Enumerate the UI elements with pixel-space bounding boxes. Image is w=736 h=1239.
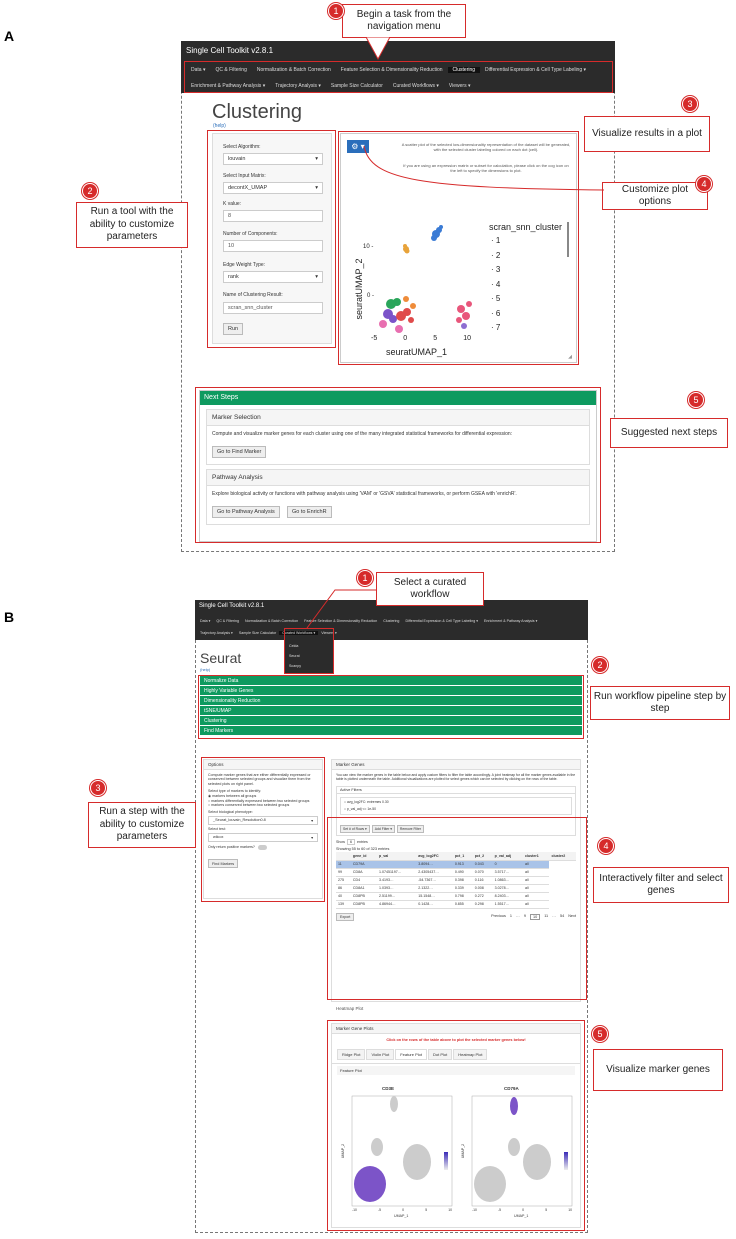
table-header[interactable]: pct_1 xyxy=(453,852,473,860)
table-cell: 3.4193… xyxy=(377,876,416,884)
caret-down-icon: ▾ xyxy=(315,156,318,162)
next-steps-highlight xyxy=(195,387,601,543)
table-cell: 40 xyxy=(336,892,351,900)
callout-a5-number: 5 xyxy=(688,392,704,408)
table-header[interactable]: pct_2 xyxy=(473,852,493,860)
table-cell: all xyxy=(523,876,549,884)
table-cell: 0 xyxy=(493,860,523,868)
x-tick: 0 xyxy=(402,1208,405,1212)
components-input[interactable]: 10 xyxy=(223,240,323,252)
pathway-text: Explore biological activity or functions with pathway analysis using 'VAM' or 'GSVA' statistical frameworks, or perform GSEA with 'enrichR'. xyxy=(212,491,517,497)
panel-a-letter: A xyxy=(4,28,15,44)
rows-select[interactable]: 6 xyxy=(347,839,355,845)
callout-b2-number: 2 xyxy=(592,657,608,673)
table-cell: 11 xyxy=(336,860,351,868)
pager-item[interactable]: Previous xyxy=(491,913,506,918)
pager-item[interactable]: 9 xyxy=(523,913,526,918)
legend-item: · 7 xyxy=(491,323,501,332)
nav-item[interactable]: Data ▾ xyxy=(200,619,211,623)
caret-down-icon: ▾ xyxy=(315,274,318,280)
table-cell: all xyxy=(523,892,549,900)
x-tick: -10 xyxy=(472,1208,477,1212)
phenotype-value: _Seurat_louvain_Resolution0.8 xyxy=(213,818,266,823)
table-cell: 0.398 xyxy=(453,876,473,884)
callout-a4: Customize plot options xyxy=(602,182,708,210)
legend-item: · 5 xyxy=(491,294,501,303)
table-cell: CD8PB xyxy=(351,900,377,908)
matrix-label: Select Input Matrix: xyxy=(223,173,266,179)
resize-handle-icon[interactable]: ◢ xyxy=(568,354,572,360)
legend-item: · 6 xyxy=(491,308,501,318)
components-label: Number of Components: xyxy=(223,231,278,237)
add-filter-button[interactable]: Add Filter ▾ xyxy=(372,825,395,833)
table-cell: 15.1548… xyxy=(416,892,453,900)
table-cell: 0.272 xyxy=(473,892,493,900)
legend-title: scran_snn_cluster xyxy=(489,222,563,232)
table-cell: 3.8094… xyxy=(416,860,453,868)
marker-selection-text: Compute and visualize marker genes for each cluster using one of the many integrated statistical frameworks for differential expression: xyxy=(212,431,513,437)
plot-info-2: If you are using an expression matrix or subset for calculation, please click on the cog icon on the left to specify the dimensions to plot. xyxy=(403,163,569,173)
nav-item[interactable]: Normalization & Batch Correction xyxy=(256,66,331,73)
table-cell: 2.1322… xyxy=(416,884,453,892)
heatmap-plot-label: Heatmap Plot xyxy=(336,1006,364,1011)
table-header[interactable]: p_val_adj xyxy=(493,852,523,860)
x-tick: -5 xyxy=(378,1208,382,1212)
table-cell: 1.07451197… xyxy=(377,868,416,876)
find-markers-button[interactable]: Find Markers xyxy=(208,859,238,868)
legend-item: · 4 xyxy=(491,279,501,289)
plot-tab[interactable]: Violin Plot xyxy=(366,1049,394,1060)
gene-1-title: CD3E xyxy=(382,1086,395,1091)
gene-2-title: CD79A xyxy=(504,1086,519,1091)
x-tick: 0 xyxy=(403,335,408,342)
nav-row-1-b xyxy=(197,617,586,625)
page-title: Clustering xyxy=(212,101,303,123)
nav-item[interactable]: Clustering xyxy=(448,67,481,73)
x-tick: 5 xyxy=(545,1208,548,1212)
options-highlight xyxy=(201,757,325,902)
help-link[interactable]: (help) xyxy=(213,123,226,129)
callout-b1: Select a curated workflow xyxy=(376,572,484,606)
pager-item[interactable]: 11 xyxy=(544,913,549,918)
callout-b2: Run workflow pipeline step by step xyxy=(590,686,730,720)
pathway-header: Pathway Analysis xyxy=(207,470,589,486)
dropdown-item[interactable]: Celda xyxy=(289,644,299,648)
algorithm-value: louvain xyxy=(228,156,246,162)
test-value: wilcox xyxy=(213,835,224,840)
callout-a1-number: 1 xyxy=(328,3,344,19)
nav-item[interactable]: Differential Expression & Cell Type Labeling ▾ xyxy=(485,66,587,73)
result-name-label: Name of Clustering Result: xyxy=(223,292,283,298)
x-tick: 0 xyxy=(522,1208,525,1212)
table-cell: 0.490 xyxy=(453,868,473,876)
nav-item[interactable]: Curated Workflows ▾ xyxy=(392,82,439,89)
show-label: Show xyxy=(336,840,345,845)
callout-b5: Visualize marker genes xyxy=(593,1049,723,1091)
table-cell: 0.913 xyxy=(453,860,473,868)
caret-down-icon: ▾ xyxy=(311,818,313,823)
workflow-step[interactable]: Dimensionality Reduction xyxy=(200,696,582,706)
test-label: Select test: xyxy=(208,826,226,831)
table-cell: 0.116 xyxy=(473,876,493,884)
phenotype-label: Select biological phenotype: xyxy=(208,809,253,814)
nav-row-2-b xyxy=(197,629,586,637)
table-cell: 1.0393… xyxy=(377,884,416,892)
plots-highlight xyxy=(327,1020,585,1231)
nav-item[interactable]: Curated Workflows ▾ xyxy=(279,631,318,635)
result-name-input[interactable]: scran_snn_cluster xyxy=(223,302,323,314)
table-cell: 4.86944… xyxy=(377,900,416,908)
marker-selection-header: Marker Selection xyxy=(207,410,589,426)
nav-item[interactable]: Normalization & Batch Correction xyxy=(244,619,299,623)
nav-item[interactable]: Viewers ▾ xyxy=(448,82,471,89)
table-cell: 275 xyxy=(336,876,351,884)
nav-row-1 xyxy=(186,65,611,74)
go-to-enrichr-button[interactable]: Go to EnrichR xyxy=(287,506,332,518)
marker-type-radio[interactable]: ◉ markers between all groups xyxy=(208,793,257,798)
nav-item[interactable]: Trajectory Analysis ▾ xyxy=(200,631,233,635)
table-header[interactable]: p_val xyxy=(377,852,416,860)
x-label-1: UMAP_1 xyxy=(394,1214,409,1218)
table-cell: 0.855 xyxy=(453,900,473,908)
nav-item[interactable]: Sample Size Calculator xyxy=(238,631,277,635)
matrix-value: decontX_UMAP xyxy=(228,185,268,191)
pager-item[interactable]: Next xyxy=(568,913,576,918)
help-link-b[interactable]: (help) xyxy=(200,667,211,672)
table-cell: 1.5517… xyxy=(493,900,523,908)
options-desc: Compute marker genes that are either differentially expressed or conserved between selected groups and visualize them from the selected plots on right panel. xyxy=(208,773,311,786)
caret-down-icon: ▾ xyxy=(315,185,318,191)
callout-a4-number: 4 xyxy=(696,176,712,192)
marker-type-radio[interactable]: ○ markers differentially expressed between two selected groups xyxy=(208,798,310,803)
table-header[interactable]: gene_id xyxy=(351,852,377,860)
pager-item[interactable]: 54 xyxy=(559,913,565,918)
table-header[interactable]: cluster2 xyxy=(549,852,576,860)
callout-b4-number: 4 xyxy=(598,838,614,854)
table-cell: 0.798 xyxy=(453,892,473,900)
marker-genes-desc: You can view the marker genes in the table below and apply custom filters to filter the table accordingly. A joint heatmap for all the marker genes available in the table is plotted underneath the table. Additional visualizations are plotted for select genes which can be selected by clicking on the rows of the table. xyxy=(336,773,576,782)
go-to-pathway-button[interactable]: Go to Pathway Analysis xyxy=(212,506,280,518)
nav-item[interactable]: Viewers ▾ xyxy=(321,631,337,635)
run-button[interactable]: Run xyxy=(223,323,243,335)
pager-item[interactable]: … xyxy=(516,913,520,918)
legend-item: · 3 xyxy=(491,265,501,274)
filter-item[interactable]: ○ avg_log2FC: extremes 0.30 xyxy=(344,800,389,805)
table-cell: -54.7367… xyxy=(416,876,453,884)
plots-hint: Click on the rows of the table above to plot the selected marker genes below! xyxy=(386,1038,526,1042)
nav-item[interactable]: Feature Selection & Dimensionality Reduction xyxy=(340,66,443,73)
algo-label: Select Algorithm: xyxy=(223,144,261,150)
nav-item[interactable]: Sample Size Calculator xyxy=(330,82,383,89)
callout-a5: Suggested next steps xyxy=(610,418,728,448)
set-rows-button[interactable]: Set # of Rows ▾ xyxy=(340,825,370,833)
table-cell: 0.043 xyxy=(473,860,493,868)
showing-text: Showing 55 to 60 of 323 entries xyxy=(336,847,390,852)
marker-type-label: Select type of markers to identify: xyxy=(208,788,262,793)
plot-tab[interactable]: Ridge Plot xyxy=(337,1049,365,1060)
plot-tab[interactable]: Feature Plot xyxy=(395,1049,427,1060)
table-cell: CD8A1 xyxy=(351,884,377,892)
marker-type-radio[interactable]: ○ markers conserved between two selected groups xyxy=(208,803,290,808)
table-cell: 3.0278… xyxy=(493,884,523,892)
plot-info: A scatter plot of the selected low-dimensionality representation of the dataset will be generated, with the selected cluster labeling colored on each dot (cell). xyxy=(401,142,571,152)
x-axis-label: seuratUMAP_1 xyxy=(386,347,448,357)
table-cell: 8.2403… xyxy=(493,892,523,900)
callout-b3-number: 3 xyxy=(90,780,106,796)
marker-genes-title: Marker Genes xyxy=(332,760,580,770)
table-cell: 0.070 xyxy=(473,868,493,876)
callout-b5-number: 5 xyxy=(592,1026,608,1042)
x-tick: 5 xyxy=(425,1208,428,1212)
positive-markers-label: Only return positive markers? xyxy=(208,845,255,850)
x-tick: 10 xyxy=(568,1208,572,1212)
workflow-step[interactable]: Find Markers xyxy=(200,726,582,736)
nav-item[interactable]: Differential Expression & Cell Type Labeling ▾ xyxy=(405,619,479,623)
nav-item[interactable]: Data ▾ xyxy=(191,66,206,73)
app-title: Single Cell Toolkit v2.8.1 xyxy=(186,46,274,55)
cog-icon[interactable]: ⚙ ▾ xyxy=(347,140,369,153)
table-highlight xyxy=(327,817,587,1000)
feature-plot-subtitle: Feature Plot xyxy=(337,1066,575,1075)
table-header[interactable]: avg_log2FC xyxy=(416,852,453,860)
table-cell: all xyxy=(523,860,549,868)
x-tick: 5 xyxy=(433,335,438,342)
steps-highlight xyxy=(198,675,584,739)
table-cell: all xyxy=(523,868,549,876)
table-cell: 99 xyxy=(336,868,351,876)
callout-b3: Run a step with the ability to customize parameters xyxy=(88,802,196,848)
y-label-1: UMAP_2 xyxy=(341,1143,346,1159)
table-cell: CD79A xyxy=(351,860,377,868)
callout-a3-number: 3 xyxy=(682,96,698,112)
legend-item: · 2 xyxy=(491,250,501,260)
nav-item[interactable]: QC & Filtering xyxy=(216,619,239,623)
edge-label: Edge Weight Type: xyxy=(223,262,266,268)
caret-down-icon: ▾ xyxy=(311,835,313,840)
callout-a2: Run a tool with the ability to customize parameters xyxy=(76,202,188,248)
table-cell: 86 xyxy=(336,884,351,892)
table-cell: 0.008 xyxy=(473,884,493,892)
active-filters-title: Active Filters xyxy=(337,787,575,794)
options-title: Options xyxy=(204,760,322,770)
table-cell: 0.298 xyxy=(473,900,493,908)
callout-b4: Interactively filter and select genes xyxy=(593,867,729,903)
k-input[interactable]: 8 xyxy=(223,210,323,222)
x-label-2: UMAP_1 xyxy=(514,1214,529,1218)
table-cell: 0.1428… xyxy=(416,900,453,908)
workflow-step[interactable]: Highly Variable Genes xyxy=(200,686,582,696)
table-cell: CD4 xyxy=(351,876,377,884)
callout-b1-number: 1 xyxy=(357,570,373,586)
dropdown-highlight xyxy=(284,628,334,674)
table-cell: all xyxy=(523,900,549,908)
y-tick-0: 0 - xyxy=(367,293,375,299)
x-tick: 10 xyxy=(448,1208,452,1212)
callout-a3: Visualize results in a plot xyxy=(584,116,710,152)
go-to-find-marker-button[interactable]: Go to Find Marker xyxy=(212,446,266,458)
x-tick: -10 xyxy=(352,1208,357,1212)
nav-item[interactable]: Feature Selection & Dimensionality Reduction xyxy=(304,619,378,623)
table-cell: CD8A xyxy=(351,868,377,876)
edge-value: rank xyxy=(228,274,239,280)
nav-item[interactable]: Trajectory Analysis ▾ xyxy=(275,82,321,89)
x-tick: 10 xyxy=(463,335,471,342)
table-cell: CD8PB xyxy=(351,892,377,900)
table-cell: all xyxy=(523,884,549,892)
table-cell: 139 xyxy=(336,900,351,908)
pager-item[interactable]: 10 xyxy=(530,914,540,920)
workflow-step[interactable]: tSNE/UMAP xyxy=(200,706,582,716)
y-label-2: UMAP_2 xyxy=(461,1143,466,1159)
marker-gene-plots-title: Marker Gene Plots xyxy=(332,1024,580,1034)
table-cell: 3.5717… xyxy=(493,868,523,876)
entries-label: entries xyxy=(357,840,368,845)
nav-item[interactable]: QC & Filtering xyxy=(215,66,247,73)
callout-a1: Begin a task from the navigation menu xyxy=(342,4,466,38)
dropdown-item[interactable]: Seurat xyxy=(289,654,300,658)
export-button[interactable]: Export xyxy=(336,913,354,921)
plot-tab[interactable]: Dot Plot xyxy=(428,1049,452,1060)
dropdown-item[interactable]: Scanpy xyxy=(289,664,301,668)
nav-row-2 xyxy=(186,81,611,90)
workflow-step[interactable]: Clustering xyxy=(200,716,582,726)
y-axis-label: seuratUMAP_2 xyxy=(354,258,364,320)
pager-item[interactable]: … xyxy=(552,913,556,918)
nav-item[interactable]: Enrichment & Pathway Analysis ▾ xyxy=(191,82,266,89)
pager-item[interactable]: 1 xyxy=(509,913,513,918)
x-tick: -5 xyxy=(371,335,378,342)
y-tick-10: 10 - xyxy=(363,244,374,250)
x-tick: -5 xyxy=(498,1208,502,1212)
table-header[interactable]: cluster1 xyxy=(523,852,549,860)
filters-list xyxy=(340,797,572,815)
table-cell: 0.339 xyxy=(453,884,473,892)
workflow-step[interactable]: Normalize Data xyxy=(200,676,582,686)
remove-filter-button[interactable]: Remove Filter xyxy=(397,825,424,833)
plot-tab[interactable]: Heatmap Plot xyxy=(453,1049,487,1060)
nav-item[interactable]: Clustering xyxy=(383,619,400,623)
legend-item: · 1 xyxy=(491,236,501,245)
next-steps-header: Next Steps xyxy=(200,391,596,405)
table-cell: 2.4305437… xyxy=(416,868,453,876)
nav-item[interactable]: Enrichment & Pathway Analysis ▾ xyxy=(484,619,538,623)
form-highlight xyxy=(207,130,336,348)
panel-b-letter: B xyxy=(4,609,15,625)
table-cell: 2.51199… xyxy=(377,892,416,900)
page-title-b: Seurat xyxy=(200,650,242,666)
app-title-b: Single Cell Toolkit v2.8.1 xyxy=(199,603,265,609)
callout-a2-number: 2 xyxy=(82,183,98,199)
filter-item[interactable]: ○ p_val_adj <= 1e-50 xyxy=(344,807,377,812)
table-cell: 1.0863… xyxy=(493,876,523,884)
k-label: K value: xyxy=(223,201,242,207)
